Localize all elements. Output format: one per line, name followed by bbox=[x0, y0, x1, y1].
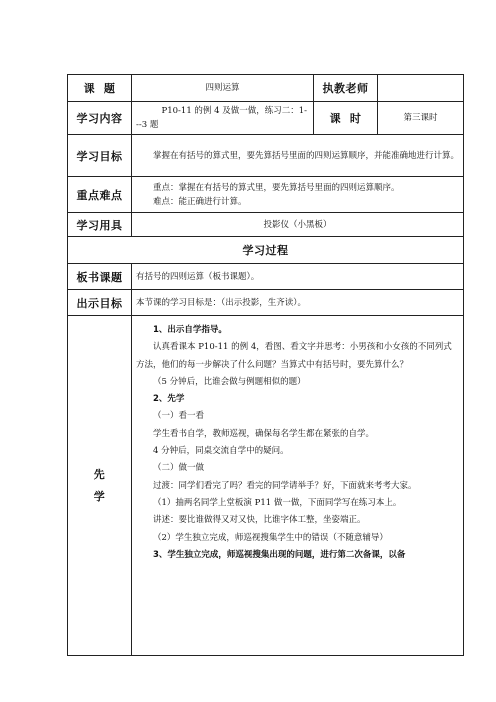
key-label: 重点难点 bbox=[68, 177, 132, 213]
board-row bbox=[68, 264, 464, 290]
topic-value: 四则运算 bbox=[132, 75, 314, 102]
target-value: 本节课的学习目标是：（出示投影，生齐读）。 bbox=[132, 290, 464, 316]
process-row bbox=[68, 237, 464, 264]
step2-b-line3: 讲述：要比谁做得又对又快，比谁字体工整，坐姿端正。 bbox=[153, 515, 366, 526]
pre-study-content bbox=[132, 316, 464, 656]
step2-a-line2: 4 分钟后，同桌交流自学中的疑问。 bbox=[153, 446, 289, 457]
target-row bbox=[68, 290, 464, 316]
tools-value: 投影仪（小黑板） bbox=[132, 213, 464, 237]
content-label: 学习内容 bbox=[68, 102, 132, 135]
teacher-value bbox=[378, 75, 464, 102]
goal-label: 学习目标 bbox=[68, 135, 132, 177]
difficulty: 难点：能正确进行计算。 bbox=[153, 196, 247, 207]
tools-row bbox=[68, 213, 464, 237]
key-cell bbox=[132, 177, 464, 213]
step2-b-line2: （1）抽两名同学上堂板演 P11 做一做，下面同学写在练习本上。 bbox=[153, 497, 402, 508]
board-value: 有括号的四则运算（板书课题）。 bbox=[132, 264, 464, 290]
step1-title: 1、出示自学指导。 bbox=[153, 325, 227, 335]
step1-para1: 认真看课本 P10-11 的例 4，看图、看文字并思考：小男孩和小女孩的不同列式方法，他们的每一步解决了什么问题？当算式中有括号时，要先算什么？ bbox=[136, 342, 452, 370]
teacher-label: 执教老师 bbox=[314, 75, 378, 102]
target-label: 出示目标 bbox=[68, 290, 132, 316]
key-point: 重点：掌握在有括号的算式里，要先算括号里面的四则运算顺序。 bbox=[153, 182, 400, 193]
step2-a-line1: 学生看书自学，教师巡视，确保每名学生都在紧张的自学。 bbox=[153, 428, 375, 439]
period-label: 课 时 bbox=[314, 102, 378, 135]
pre-study-label bbox=[68, 316, 132, 656]
step3-title: 3、学生独立完成，师巡视搜集出现的问题，进行第二次备课，以备 bbox=[153, 549, 406, 560]
step2-sub-a: （一）看一看 bbox=[153, 411, 205, 422]
step2-sub-b: （二）做一做 bbox=[153, 463, 205, 474]
step2-b-line1: 过渡：同学们看完了吗？看完的同学请举手？好，下面就来考考大家。 bbox=[153, 480, 417, 491]
topic-label: 课 题 bbox=[68, 75, 132, 102]
step2-title: 2、先学 bbox=[153, 394, 185, 405]
pre-label-1: 先 bbox=[93, 467, 106, 481]
tools-label: 学习用具 bbox=[68, 213, 132, 237]
pre-study-row bbox=[68, 316, 464, 656]
key-row bbox=[68, 177, 464, 213]
lesson-plan-table bbox=[67, 74, 464, 656]
step2-b-line4: （2）学生独立完成，师巡视搜集学生中的错误（不随意辅导） bbox=[153, 532, 388, 543]
process-title: 学习过程 bbox=[68, 237, 464, 264]
step1-para2: （5 分钟后，比谁会做与例题相似的题） bbox=[153, 376, 306, 387]
pre-label-2: 学 bbox=[93, 489, 106, 503]
content-row bbox=[68, 102, 464, 135]
board-label: 板书课题 bbox=[68, 264, 132, 290]
content-value: P10-11 的例 4 及做一做，练习二：1---3 题 bbox=[132, 102, 314, 135]
goal-value: 掌握在有括号的算式里，要先算括号里面的四则运算顺序，并能准确地进行计算。 bbox=[132, 135, 464, 177]
topic-row bbox=[68, 75, 464, 102]
goal-row bbox=[68, 135, 464, 177]
period-value: 第三课时 bbox=[378, 102, 464, 135]
